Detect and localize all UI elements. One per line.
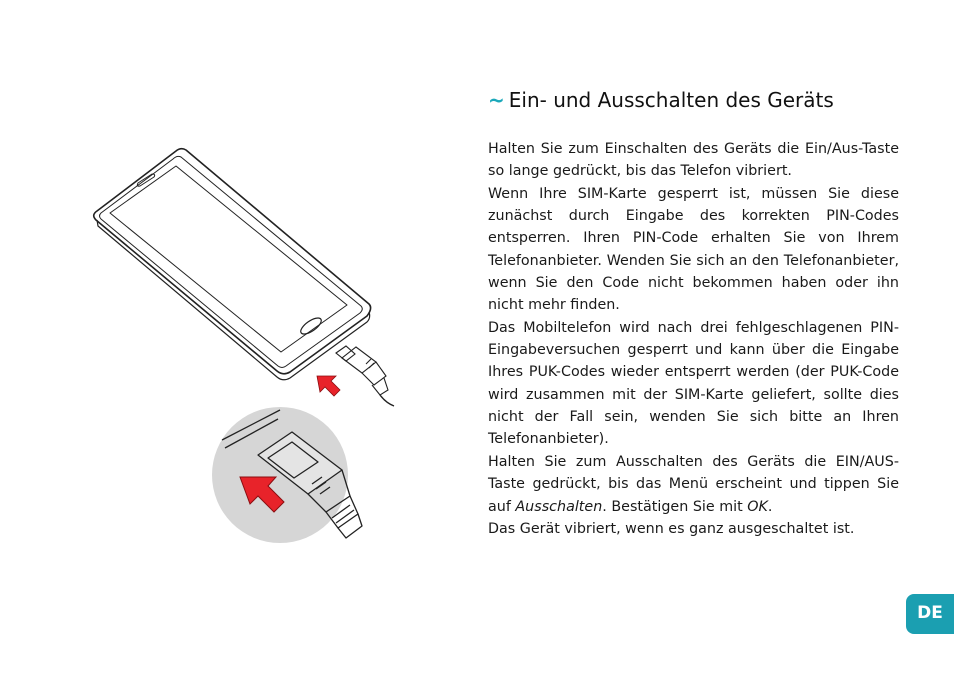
insert-arrow-icon	[317, 376, 340, 396]
paragraph-power-off	[488, 451, 899, 518]
connector-zoom-icon	[212, 407, 362, 543]
paragraph-puk: Das Mobiltelefon wird nach drei fehlgeschlagenen PIN-Eingabeversuchen gesperrt und kann über die Eingabe Ihres PUK-Codes wieder entsperrt werden (der PUK-Code wird zusammen mit der SIM-Karte geliefert, sollte dies nicht der Fall sein, wenden Sie sich bitte an Ihren Telefonanbieter).	[488, 319, 899, 448]
term-ausschalten: Ausschalten	[515, 498, 603, 515]
power-off-text-mid: . Bestätigen Sie mit	[602, 498, 748, 515]
phone-icon	[94, 149, 371, 380]
term-ok: OK	[747, 498, 768, 515]
paragraph-power-on: Halten Sie zum Einschalten des Geräts die Ein/Aus-Taste so lange gedrückt, bis das Telefon vibriert.	[488, 141, 899, 180]
instructions-body	[488, 138, 899, 540]
paragraph-sim-pin: Wenn Ihre SIM-Karte gesperrt ist, müssen Sie diese zunächst durch Eingabe des korrekten PIN-Codes entsperren. Ihren PIN-Code erhalten Sie von Ihrem Telefonanbieter. Wenden Sie sich an den Telefonanbieter, wenn Sie den Code nicht bekommen haben oder ihn nicht mehr finden.	[488, 185, 899, 314]
power-off-text-post: .	[767, 498, 773, 515]
title-tilde: ~	[488, 88, 505, 112]
title-text: Ein- und Ausschalten des Geräts	[508, 88, 834, 112]
language-tab	[906, 594, 954, 634]
phone-charging-illustration	[80, 140, 420, 550]
paragraph-vibrate: Das Gerät vibriert, wenn es ganz ausgeschaltet ist.	[488, 520, 855, 537]
language-tab-label: DE	[917, 603, 943, 623]
usb-cable-icon	[336, 346, 394, 406]
section-title	[488, 88, 834, 112]
power-off-text-pre: Halten Sie zum Ausschalten des Geräts die EIN/AUS-Taste gedrückt, bis das Menü erscheint und tippen Sie auf	[488, 453, 899, 515]
